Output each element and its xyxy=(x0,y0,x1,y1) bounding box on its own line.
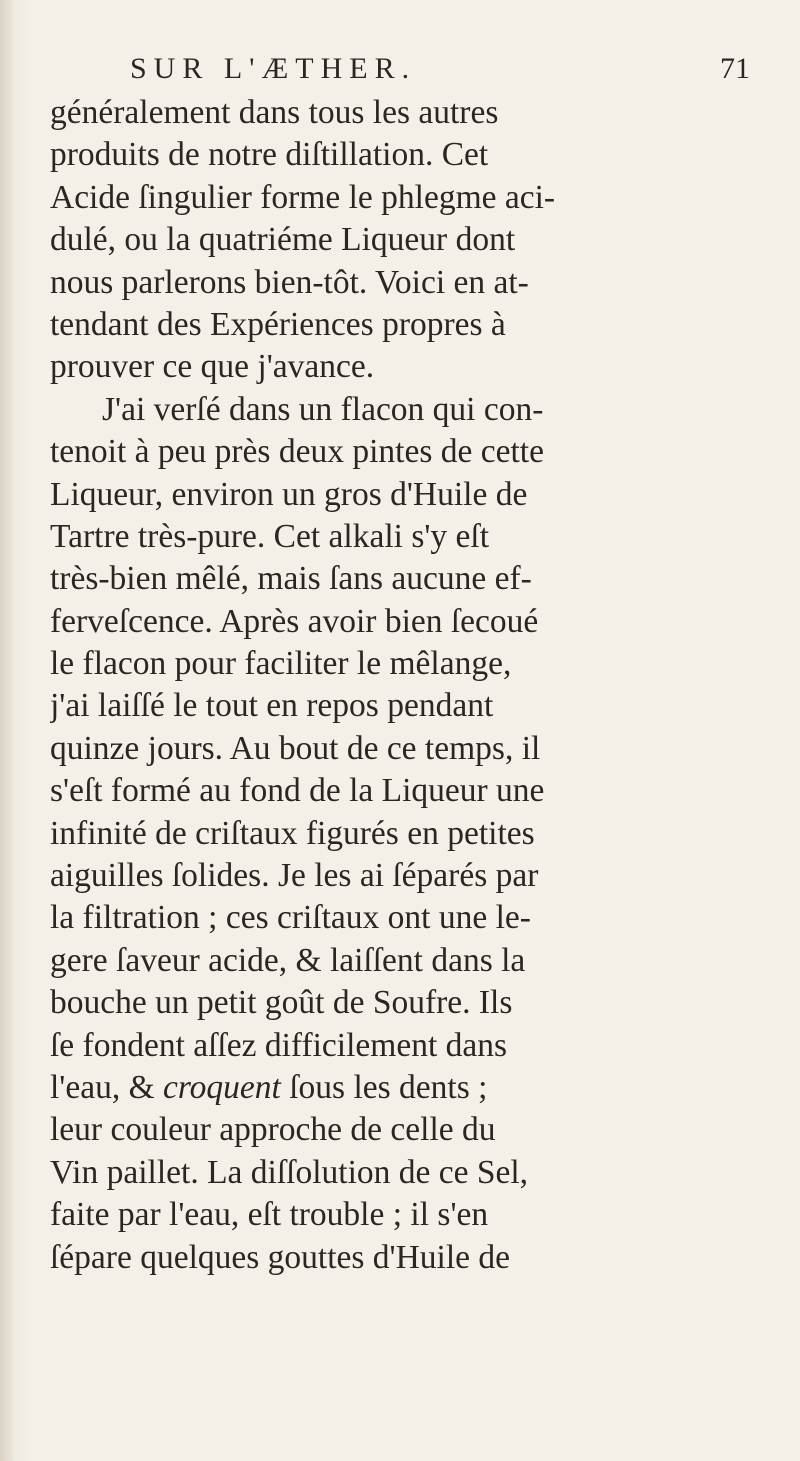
text-line xyxy=(50,1237,770,1279)
text-line xyxy=(50,1152,770,1194)
text-line-content: très-bien mêlé, mais ſans aucune ef- xyxy=(50,560,532,598)
text-line-content: j'ai laiſſé le tout en repos pendant xyxy=(50,687,494,725)
text-line-content: quinze jours. Au bout de ce temps, il xyxy=(50,729,541,767)
text-line-content: l'eau, & xyxy=(50,1068,164,1106)
page-number: 71 xyxy=(720,52,750,85)
text-line xyxy=(50,1194,770,1236)
text-line xyxy=(50,262,770,304)
text-line xyxy=(50,516,770,558)
text-line-content: Vin paillet. La diſſolution de ce Sel, xyxy=(50,1153,529,1191)
page-header xyxy=(90,52,760,92)
text-line xyxy=(50,558,770,600)
text-line-content: ferveſcence. Après avoir bien ſecoué xyxy=(50,602,539,640)
text-line-content: infinité de criſtaux figurés en petites xyxy=(50,814,535,852)
text-line-content: le flacon pour faciliter le mêlange, xyxy=(50,645,512,683)
text-line-content: leur couleur approche de celle du xyxy=(50,1111,496,1149)
text-line xyxy=(50,474,770,516)
text-line xyxy=(50,1025,770,1067)
italic-word: croquent xyxy=(163,1068,281,1106)
text-line-content: produits de notre diſtillation. Cet xyxy=(50,136,489,174)
text-line xyxy=(50,304,770,346)
text-line-content: bouche un petit goût de Soufre. Ils xyxy=(50,984,513,1022)
text-line xyxy=(50,685,770,727)
running-head: SUR L'ÆTHER. xyxy=(130,52,417,85)
text-line xyxy=(50,134,770,176)
text-line xyxy=(50,855,770,897)
text-line xyxy=(50,601,770,643)
text-line-content: gere ſaveur acide, & laiſſent dans la xyxy=(50,941,526,979)
text-line xyxy=(50,177,770,219)
text-line-content: J'ai verſé dans un flacon qui con- xyxy=(102,390,544,428)
text-line xyxy=(50,643,770,685)
text-line-content: généralement dans tous les autres xyxy=(50,94,499,131)
text-line xyxy=(50,431,770,473)
text-line xyxy=(50,770,770,812)
text-line xyxy=(50,346,770,388)
text-line-content: Acide ſingulier forme le phlegme aci- xyxy=(50,178,556,216)
page-gutter xyxy=(0,0,14,1461)
text-line xyxy=(50,897,770,939)
text-line-content: ſépare quelques gouttes d'Huile de xyxy=(50,1238,511,1276)
text-line xyxy=(50,982,770,1024)
text-line-content: faite par l'eau, eſt trouble ; il s'en xyxy=(50,1196,489,1234)
text-line-content: ſe fondent aſſez difficilement dans xyxy=(50,1026,508,1064)
body-text xyxy=(50,92,770,1279)
text-line xyxy=(50,1109,770,1151)
text-line xyxy=(50,728,770,770)
text-line-content: la filtration ; ces criſtaux ont une le- xyxy=(50,899,531,937)
text-line-content: s'eſt formé au fond de la Liqueur une xyxy=(50,772,545,810)
text-line xyxy=(50,940,770,982)
text-line-content: Liqueur, environ un gros d'Huile de xyxy=(50,475,528,513)
text-line xyxy=(50,219,770,261)
text-line xyxy=(50,813,770,855)
text-line xyxy=(50,92,770,134)
text-line-content: tendant des Expériences propres à xyxy=(50,305,506,343)
text-line-content: tenoit à peu près deux pintes de cette xyxy=(50,433,544,471)
text-line xyxy=(50,1067,770,1109)
text-line-content: Tartre très-pure. Cet alkali s'y eſt xyxy=(50,517,490,555)
text-line-content: dulé, ou la quatriéme Liqueur dont xyxy=(50,221,516,259)
text-line-continuation: ſous les dents ; xyxy=(280,1068,488,1106)
text-line-content: nous parlerons bien-tôt. Voici en at- xyxy=(50,263,529,301)
text-line xyxy=(50,389,770,431)
text-line-content: prouver ce que j'avance. xyxy=(50,348,375,386)
text-line-content: aiguilles ſolides. Je les ai ſéparés par xyxy=(50,857,539,895)
